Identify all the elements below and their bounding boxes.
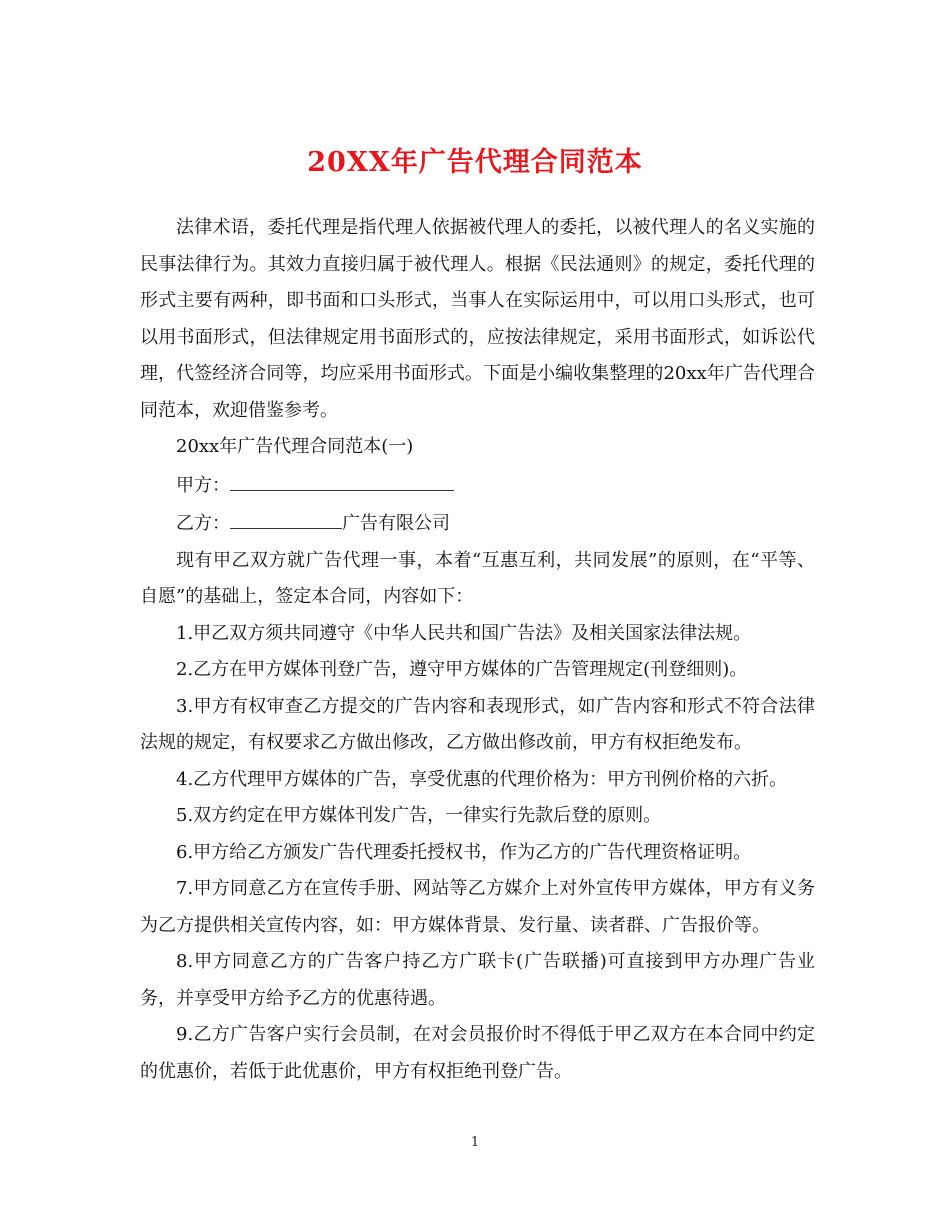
- party-a-line: [140, 466, 815, 505]
- party-b-blank: [230, 504, 342, 529]
- clause-3: 3.甲方有权审查乙方提交的广告内容和表现形式，如广告内容和形式不符合法律法规的规定，有权要求乙方做出修改，乙方做出修改前，甲方有权拒绝发布。: [140, 695, 815, 753]
- document-title: 20XX年广告代理合同范本: [307, 147, 643, 178]
- intro-paragraph: 法律术语，委托代理是指代理人依据被代理人的委托，以被代理人的名义实施的民事法律行为。其效力直接归属于被代理人。根据《民法通则》的规定，委托代理的形式主要有两种，即书面和口头形式，当事人在实际运用中，可以用口头形式，也可以用书面形式，但法律规定用书面形式的，应按法律规定，采用书面形式，如诉讼代理，代签经济合同等，均应采用书面形式。下面是小编收集整理的20xx年广告代理合同范本，欢迎借鉴参考。: [140, 217, 815, 421]
- clause-9: 9.乙方广告客户实行会员制，在对会员报价时不得低于甲乙双方在本合同中约定的优惠价，若低于此优惠价，甲方有权拒绝刊登广告。: [140, 1024, 815, 1082]
- clause-8: 8.甲方同意乙方的广告客户持乙方广联卡(广告联播)可直接到甲方办理广告业务，并享受甲方给予乙方的优惠待遇。: [140, 951, 815, 1009]
- clause-2: 2.乙方在甲方媒体刊登广告，遵守甲方媒体的广告管理规定(刊登细则)。: [176, 659, 748, 680]
- clause-7: 7.甲方同意乙方在宣传手册、网站等乙方媒介上对外宣传甲方媒体，甲方有义务为乙方提供相关宣传内容，如：甲方媒体背景、发行量、读者群、广告报价等。: [140, 878, 815, 936]
- section-heading: 20xx年广告代理合同范本(一): [176, 436, 414, 457]
- preamble-paragraph: 现有甲乙双方就广告代理一事，本着“互惠互利，共同发展”的原则，在“平等、自愿”的基础上，签定本合同，内容如下：: [140, 549, 815, 607]
- clause-6: 6.甲方给乙方颁发广告代理委托授权书，作为乙方的广告代理资格证明。: [176, 841, 752, 863]
- party-b-suffix: 广告有限公司: [342, 513, 450, 534]
- party-b-label: 乙方：: [176, 513, 230, 534]
- party-b-line: [140, 504, 815, 543]
- document-body: [140, 210, 815, 1090]
- party-a-blank: [230, 466, 454, 491]
- clause-5: 5.双方约定在甲方媒体刊发广告，一律实行先款后登的原则。: [176, 805, 662, 826]
- page-number: 1: [470, 1135, 480, 1150]
- party-a-label: 甲方：: [176, 474, 230, 496]
- clause-1: 1.甲乙双方须共同遵守《中华人民共和国广告法》及相关国家法律法规。: [176, 622, 752, 644]
- clause-4: 4.乙方代理甲方媒体的广告，享受优惠的代理价格为：甲方刊例价格的六折。: [176, 768, 788, 790]
